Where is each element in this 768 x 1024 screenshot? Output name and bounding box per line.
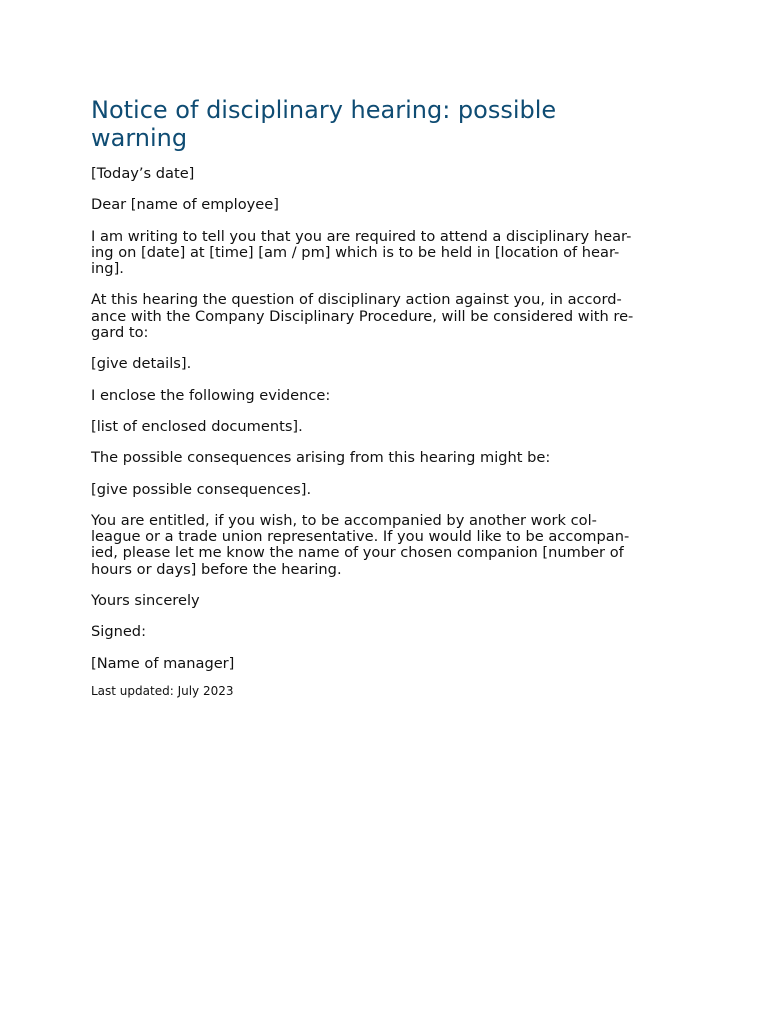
manager-name-placeholder: [Name of manager] [91,654,235,672]
signed-label: Signed: [91,623,146,641]
hearing-notice-paragraph: I am writing to tell you that you are required to attend a disciplinary hear- ing on [date] at [time] [am / pm] which is to be held in [location of hear- ing]. [91,227,632,278]
consequences-placeholder: [give possible consequences]. [91,480,312,498]
last-updated-note: Last updated: July 2023 [91,683,234,698]
details-placeholder: [give details]. [91,355,192,373]
letter-content [91,96,671,698]
disciplinary-action-paragraph: At this hearing the question of disciplinary action against you, in accord- ance with the Company Disciplinary Procedure, will be considered with re- gard to: [91,291,634,342]
consequences-intro: The possible consequences arising from this hearing might be: [91,449,551,467]
evidence-intro: I enclose the following evidence: [91,386,331,404]
salutation: Dear [name of employee] [91,196,279,214]
document-title: Notice of disciplinary hearing: possible warning [91,96,557,152]
sign-off: Yours sincerely [91,592,200,610]
date-placeholder: [Today’s date] [91,165,195,182]
documents-placeholder: [list of enclosed documents]. [91,417,303,435]
companion-paragraph: You are entitled, if you wish, to be accompanied by another work col- league or a trade union representative. If you would like to be accompan- ied, please let me know the name of your chosen companion [number of hours or days] before the hearing. [91,511,630,578]
